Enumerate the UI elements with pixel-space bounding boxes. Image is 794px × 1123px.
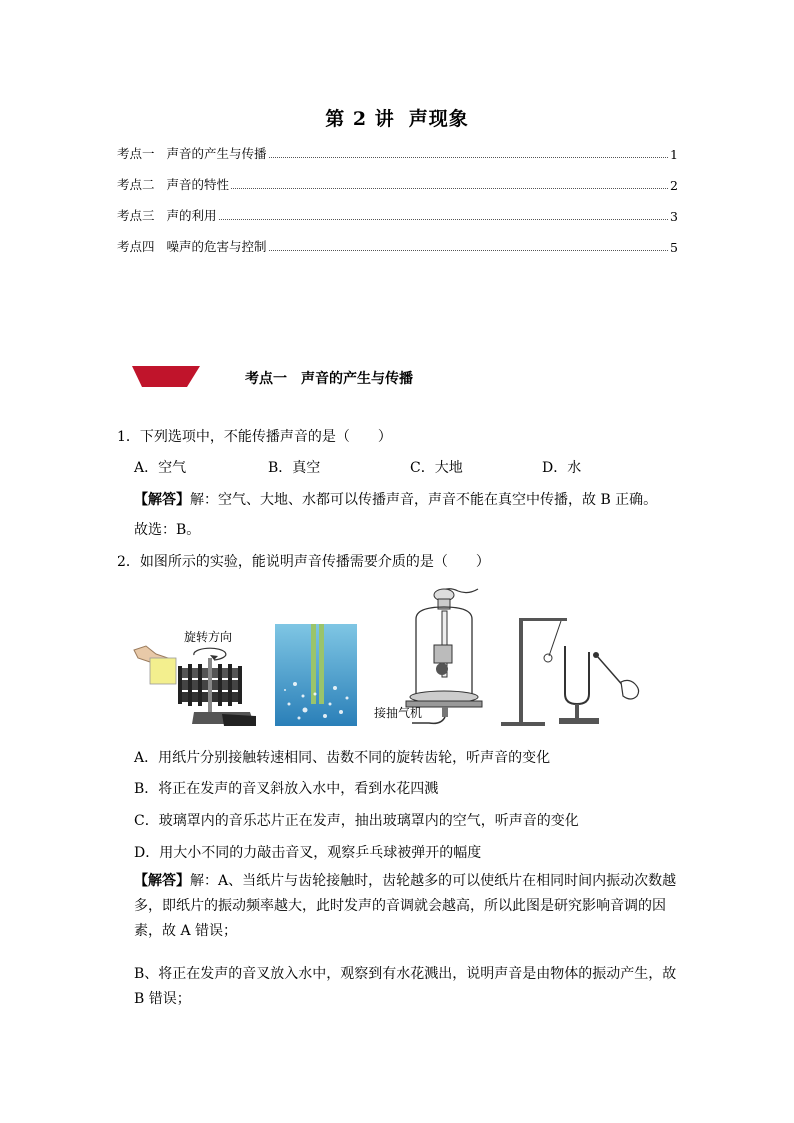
toc-entry[interactable] <box>117 206 678 224</box>
option-d[interactable]: D．水 <box>542 460 582 476</box>
toc-entry[interactable] <box>117 237 678 255</box>
rotate-direction-label: 旋转方向 <box>184 630 233 644</box>
question-1-stem: 1．下列选项中，不能传播声音的是（ ） <box>117 429 392 445</box>
question-2-answer-a <box>134 869 679 944</box>
fork-ball-figure <box>497 612 645 728</box>
toc-page: 1 <box>670 147 678 162</box>
question-1-answer <box>134 489 657 509</box>
toc-leader <box>231 187 668 189</box>
question-2-stem: 2．如图所示的实验，能说明声音传播需要介质的是（ ） <box>117 554 490 570</box>
pump-label: 接抽气机 <box>374 706 423 720</box>
answer-tag: 【解答】 <box>134 873 190 889</box>
toc-label: 考点二 声音的特性 <box>117 177 230 192</box>
option-c[interactable]: C．大地 <box>410 460 463 476</box>
section-banner-icon <box>132 366 200 387</box>
section-heading: 考点一 声音的产生与传播 <box>245 371 413 387</box>
fork-in-water-figure <box>275 624 357 726</box>
option-c[interactable]: C．玻璃罩内的音乐芯片正在发声，抽出玻璃罩内的空气，听声音的变化 <box>134 813 579 829</box>
answer-text: 解：A、当纸片与齿轮接触时，齿轮越多的可以使纸片在相同时间内振动次数越多，即纸片的振动频率越大，此时发声的音调就会越高，所以此图是研究影响音调的因素，故 A 错误； <box>134 873 677 939</box>
title-lecture: 第 2 讲 <box>325 108 395 130</box>
toc-label: 考点一 声音的产生与传播 <box>117 146 267 161</box>
toc-label: 考点四 噪声的危害与控制 <box>117 239 267 254</box>
toc-leader <box>219 218 669 220</box>
question-2-answer-b: B、将正在发声的音叉放入水中，观察到有水花溅出，说明声音是由物体的振动产生，故 B 错误； <box>134 966 677 1007</box>
question-1-choice: 故选：B。 <box>134 522 201 538</box>
answer-tag: 【解答】 <box>134 492 190 508</box>
toc-leader <box>269 249 669 251</box>
option-a[interactable]: A．空气 <box>134 460 187 476</box>
option-b[interactable]: B．将正在发声的音叉斜放入水中，看到水花四溅 <box>134 781 439 797</box>
option-b[interactable]: B．真空 <box>268 460 321 476</box>
toc-page: 5 <box>670 240 678 255</box>
toc-entry[interactable] <box>117 144 678 162</box>
gear-experiment-figure <box>132 628 257 728</box>
toc-page: 2 <box>670 178 678 193</box>
bell-jar-figure <box>372 585 484 725</box>
option-a[interactable]: A．用纸片分别接触转速相同、齿数不同的旋转齿轮，听声音的变化 <box>134 750 551 766</box>
answer-text: 解：空气、大地、水都可以传播声音，声音不能在真空中传播，故 B 正确。 <box>190 492 658 508</box>
toc-label: 考点三 声的利用 <box>117 208 217 223</box>
page-title <box>0 104 794 131</box>
toc-page: 3 <box>670 209 678 224</box>
title-topic: 声现象 <box>408 108 469 130</box>
toc-leader <box>269 156 669 158</box>
option-d[interactable]: D．用大小不同的力敲击音叉，观察乒乓球被弹开的幅度 <box>134 845 482 861</box>
toc-entry[interactable] <box>117 175 678 193</box>
